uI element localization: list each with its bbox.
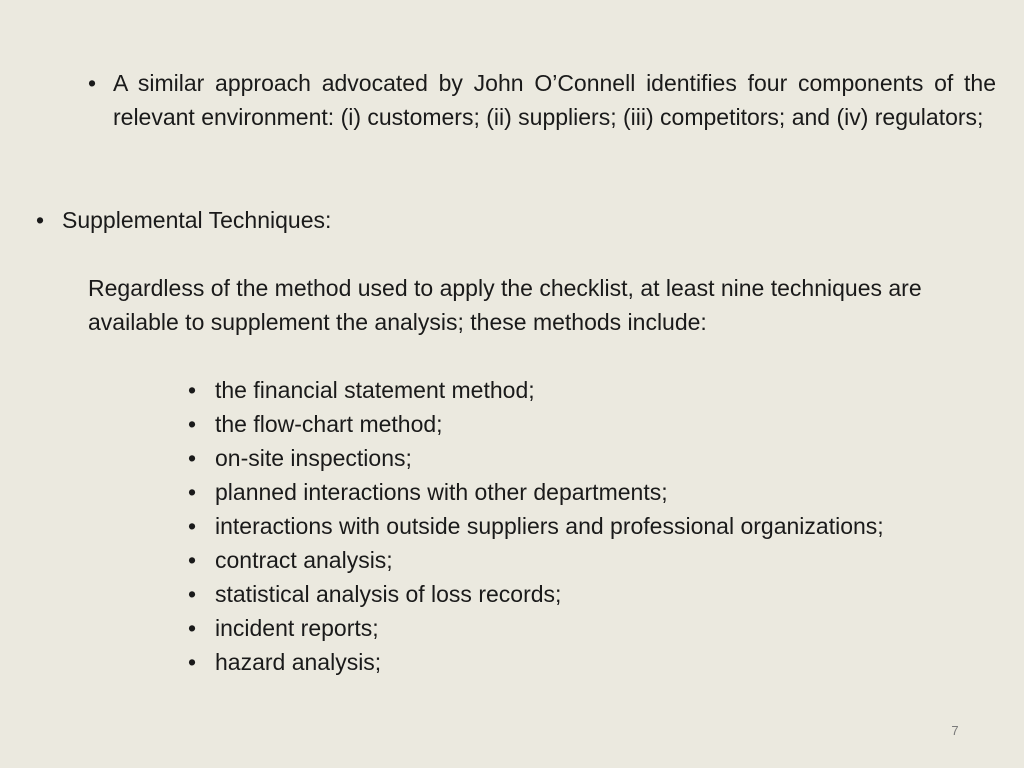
page-number: 7 — [951, 723, 959, 738]
bullet-icon: • — [188, 445, 197, 471]
list-item — [188, 645, 884, 679]
technique-label: the flow-chart method; — [215, 411, 443, 437]
bullet-icon: • — [188, 581, 197, 607]
technique-label: hazard analysis; — [215, 649, 382, 675]
supplemental-paragraph: Regardless of the method used to apply the checklist, at least nine techniques are available to supplement the analysis; these methods include: — [88, 275, 922, 335]
list-item — [188, 407, 884, 441]
list-item — [188, 509, 884, 543]
list-item — [188, 577, 884, 611]
bullet-icon: • — [188, 377, 197, 403]
intro-bullet-text: A similar approach advocated by John O’Connell identifies four components of the relevant environment: (i) customers; (ii) suppliers; (iii) competitors; and (iv) regulators; — [113, 70, 996, 130]
bullet-icon: • — [188, 411, 197, 437]
technique-label: incident reports; — [215, 615, 379, 641]
bullet-icon: • — [188, 513, 197, 539]
technique-label: interactions with outside suppliers and professional organizations; — [215, 513, 884, 539]
technique-label: on-site inspections; — [215, 445, 412, 471]
list-item — [188, 543, 884, 577]
bullet-icon: • — [188, 547, 197, 573]
supplemental-heading: Supplemental Techniques: — [62, 207, 332, 233]
technique-label: the financial statement method; — [215, 377, 535, 403]
list-item — [188, 475, 884, 509]
technique-label: planned interactions with other departments; — [215, 479, 668, 505]
bullet-icon: • — [188, 615, 197, 641]
list-item — [188, 373, 884, 407]
technique-label: contract analysis; — [215, 547, 393, 573]
techniques-list — [188, 373, 884, 679]
bullet-icon: • — [188, 479, 197, 505]
list-item — [188, 441, 884, 475]
bullet-icon: • — [88, 70, 97, 96]
bullet-icon: • — [36, 207, 45, 233]
technique-label: statistical analysis of loss records; — [215, 581, 562, 607]
bullet-icon: • — [188, 649, 197, 675]
list-item — [188, 611, 884, 645]
